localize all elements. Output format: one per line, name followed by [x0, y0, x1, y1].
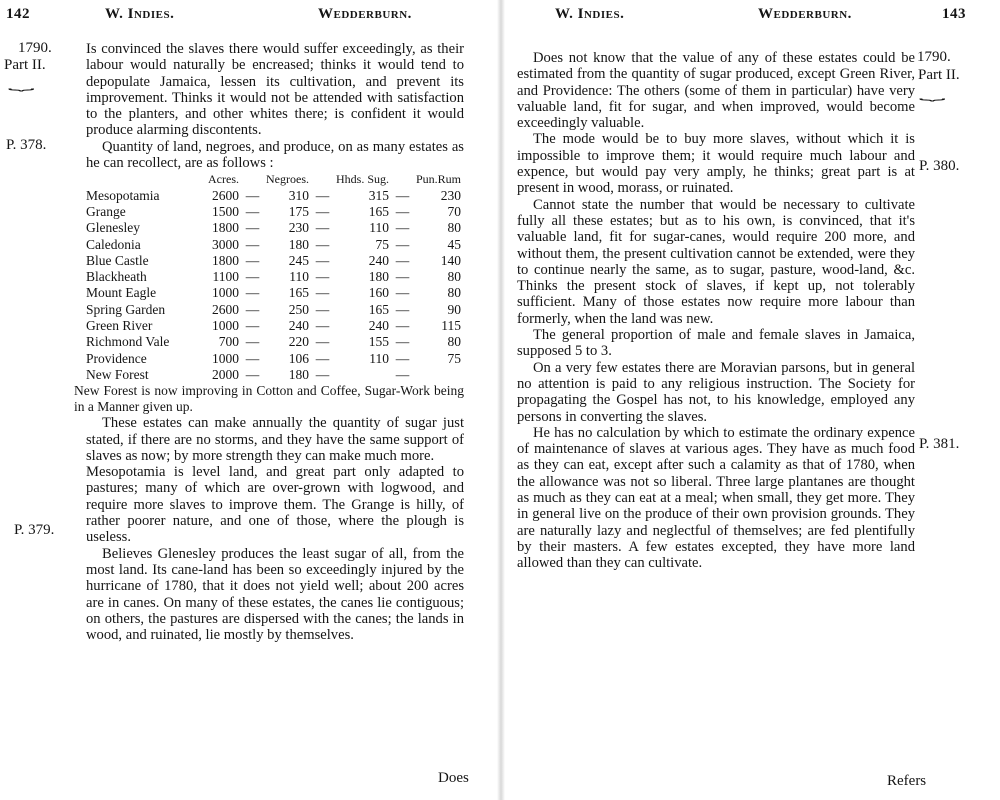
table-row — [86, 269, 461, 285]
estates-table-body — [86, 188, 461, 384]
estate-sugar-cell: 240 — [368, 252, 389, 268]
right-margin-brace-icon: ⏟ — [919, 86, 943, 101]
left-page-body — [74, 41, 464, 644]
estate-name: Glenesley — [86, 220, 140, 236]
estate-negroes-cell: 250 — [288, 301, 309, 317]
left-margin-year: 1790. — [18, 40, 52, 56]
right-margin-ref-380: P. 380. — [919, 158, 960, 174]
estate-rum-cell: 80 — [447, 285, 462, 301]
estate-sugar-cell: 180 — [368, 269, 389, 285]
left-margin-ref-378: P. 378. — [6, 137, 47, 153]
right-section-header: W. Indies. — [555, 6, 625, 22]
estate-name: Green River — [86, 318, 153, 334]
estate-rum-cell: 115 — [441, 318, 462, 334]
left-paragraph-2: Quantity of land, negroes, and produce, on as many estates as he can recollect, are as follows : — [86, 138, 464, 172]
estate-acres-cell: 1000 — [212, 350, 239, 366]
table-note: New Forest is now improving in Cotton and Coffee, Sugar-Work being in a Manner given up. — [74, 383, 464, 415]
estate-acres-cell: 1800 — [212, 252, 239, 268]
estate-sugar-cell: 75 — [375, 236, 389, 252]
estate-name: Mount Eagle — [86, 285, 157, 301]
left-paragraph-1: Is convinced the slaves there would suffer exceedingly, as their labour would naturally be encreased; thinks it would tend to depopulate Jamaica, lessen its cultivation, and prevent its improvement. Thinks it would not be attended with satisfaction to the planters, and other whites there; is confident it would produce alarming discontents. — [86, 41, 464, 139]
estate-sugar-cell: 165 — [368, 203, 389, 219]
estate-negroes-cell: 245 — [288, 252, 309, 268]
leader-dash: — — [395, 187, 410, 203]
estate-sugar-cell: 165 — [368, 301, 389, 317]
header-hhds-sugar: Hhds. Sug. — [335, 172, 389, 187]
table-row — [86, 204, 461, 220]
right-margin-year: 1790. — [917, 49, 951, 65]
estate-negroes-cell: 165 — [288, 285, 309, 301]
leader-dash: — — [395, 366, 410, 382]
right-page-number: 143 — [942, 6, 966, 22]
leader-dash: — — [395, 236, 410, 252]
right-paragraph-2: The mode would be to buy more slaves, without which it is impossible to improve them; it would require much labour and expence, but would pay very amply, he thinks; great part is at present in wood, morass, or ruinated. — [517, 131, 915, 197]
estate-acres-cell: 700 — [218, 334, 239, 350]
estate-name: Blue Castle — [86, 252, 149, 268]
table-row — [86, 334, 461, 350]
leader-dash: — — [315, 285, 330, 301]
leader-dash: — — [245, 187, 260, 203]
left-margin-ref-379: P. 379. — [14, 522, 55, 538]
leader-dash: — — [245, 252, 260, 268]
leader-dash: — — [395, 285, 410, 301]
estate-name: Mesopotamia — [86, 187, 160, 203]
estate-rum-cell — [416, 367, 461, 383]
estate-sugar-cell: 155 — [368, 334, 389, 350]
leader-dash: — — [315, 301, 330, 317]
estate-acres-cell: 2600 — [212, 187, 239, 203]
estate-acres-cell: 1500 — [212, 203, 239, 219]
estate-acres-cell: 2600 — [212, 301, 239, 317]
table-row — [86, 351, 461, 367]
leader-dash: — — [315, 334, 330, 350]
estate-acres-cell: 2000 — [212, 366, 239, 382]
left-section-header: W. Indies. — [105, 6, 175, 22]
leader-dash: — — [395, 334, 410, 350]
left-margin-brace-icon: ⏟ — [8, 76, 32, 91]
estate-rum-cell: 90 — [447, 301, 462, 317]
table-row — [86, 237, 461, 253]
book-gutter — [497, 0, 505, 800]
estate-rum-cell: 75 — [447, 350, 462, 366]
estate-sugar-cell: 240 — [368, 318, 389, 334]
estate-name: Grange — [86, 203, 126, 219]
leader-dash: — — [395, 252, 410, 268]
estate-negroes-cell: 240 — [288, 318, 309, 334]
leader-dash: — — [245, 220, 260, 236]
estate-sugar-cell: 110 — [369, 220, 389, 236]
leader-dash: — — [245, 350, 260, 366]
leader-dash: — — [395, 301, 410, 317]
estate-sugar-cell: 160 — [368, 285, 389, 301]
header-acres: Acres. — [208, 172, 239, 187]
leader-dash: — — [245, 301, 260, 317]
estate-negroes-cell: 180 — [288, 236, 309, 252]
estate-acres-cell: 3000 — [212, 236, 239, 252]
leader-dash: — — [315, 350, 330, 366]
estate-name: Richmond Vale — [86, 334, 170, 350]
estate-negroes-cell: 175 — [288, 203, 309, 219]
estate-negroes-cell: 180 — [288, 366, 309, 382]
left-paragraph-4: Mesopotamia is level land, and great part only adapted to pastures; many of which are over-grown with logwood, and require more slaves to improve them. The Grange is hilly, of rather poorer nature, and one of those, where the plough is useless. — [86, 464, 464, 546]
leader-dash: — — [245, 285, 260, 301]
estate-negroes-cell: 310 — [288, 187, 309, 203]
left-catchword: Does — [438, 770, 469, 786]
estate-negroes-cell: 220 — [288, 334, 309, 350]
estate-rum-cell: 80 — [447, 334, 462, 350]
leader-dash: — — [315, 318, 330, 334]
estate-rum-cell: 230 — [440, 187, 462, 203]
estate-rum-cell: 80 — [447, 269, 462, 285]
estate-acres-cell: 1100 — [212, 269, 239, 285]
leader-dash: — — [395, 350, 410, 366]
right-paragraph-5: On a very few estates there are Moravian parsons, but in general no attention is paid to any religious instruction. The Society for propagating the Gospel has not, to his knowledge, employed any persons in converting the slaves. — [517, 359, 915, 425]
table-row — [86, 253, 461, 269]
leader-dash: — — [245, 203, 260, 219]
estate-rum-cell: 70 — [447, 203, 462, 219]
right-catchword: Refers — [887, 773, 927, 789]
leader-dash: — — [315, 236, 330, 252]
leader-dash: — — [315, 203, 330, 219]
right-margin-ref-381: P. 381. — [919, 436, 960, 452]
left-paragraph-5: Believes Glenesley produces the least sugar of all, from the most land. Its cane-land has been so exceedingly injured by the hurricane of 1780, that it does not yield well; about 200 acres are in canes. On many of these estates, the canes lie contiguous; on others, the pastures are dispersed with the canes; the lands in wood, and ruinated, lie mostly by themselves. — [86, 545, 464, 644]
leader-dash: — — [245, 366, 260, 382]
estate-negroes-cell: 230 — [288, 220, 309, 236]
left-witness-header: Wedderburn. — [318, 6, 412, 22]
estates-table — [86, 171, 461, 383]
right-paragraph-4: The general proportion of male and female slaves in Jamaica, supposed 5 to 3. — [517, 327, 915, 360]
right-margin-part: Part II. — [918, 67, 960, 83]
right-paragraph-6: He has no calculation by which to estimate the ordinary expence of maintenance of slaves at various ages. They have as much food as they can eat, except after such a calamity as that of 1780, when the allowance was not so liberal. Three large plantanes are thought as much as they can eat at a meal; when small, they get more. They in general live on the produce of their own provision grounds. They are naturally lazy and neglectful of themselves; are fed plentifully by their masters. A few estates excepted, they have more land allowed than they can cultivate. — [517, 424, 915, 572]
leader-dash: — — [395, 269, 410, 285]
leader-dash: — — [395, 203, 410, 219]
estate-acres-cell: 1000 — [212, 318, 239, 334]
table-row — [86, 302, 461, 318]
estate-rum-cell: 140 — [440, 252, 462, 268]
estate-rum-cell: 80 — [447, 220, 462, 236]
right-witness-header: Wedderburn. — [758, 6, 852, 22]
right-page — [505, 0, 1000, 800]
right-paragraph-1: Does not know that the value of any of these estates could be estimated from the quantity of sugar produced, except Green River, and Providence: The others (some of them in particular) have very valuable land, fit for sugar, and when improved, would become exceedingly valuable. — [517, 50, 915, 132]
left-page-number: 142 — [6, 6, 30, 22]
estate-sugar-cell: 110 — [369, 350, 389, 366]
table-row — [86, 220, 461, 236]
estate-name: Spring Garden — [86, 301, 166, 317]
estate-name: Blackheath — [86, 269, 147, 285]
right-paragraph-3: Cannot state the number that would be necessary to cultivate fully all these estates; but as to his own, is convinced, that it's valuable land, fit for sugar-canes, would require 200 more, and without them, the present cultivation cannot be extended, were they to continue nearly the same, as to sugar, pasture, wood-land, &c. Thinks the present stock of slaves, if kept up, not tolerably sufficient. Many of those estates now require more labour than formerly, when the land was new. — [517, 196, 915, 327]
estate-sugar-cell: 315 — [368, 187, 389, 203]
leader-dash: — — [315, 269, 330, 285]
right-page-body — [517, 50, 915, 572]
leader-dash: — — [315, 252, 330, 268]
table-row — [86, 285, 461, 301]
estate-acres-cell: 1000 — [212, 285, 239, 301]
header-pun-rum: Pun.Rum — [416, 172, 462, 187]
estate-negroes-cell: 106 — [288, 350, 309, 366]
estate-name: New Forest — [86, 366, 149, 382]
leader-dash: — — [395, 318, 410, 334]
leader-dash: — — [245, 334, 260, 350]
left-margin-part: Part II. — [4, 57, 46, 73]
estate-negroes-cell: 110 — [289, 269, 309, 285]
leader-dash: — — [315, 366, 330, 382]
estate-name: Caledonia — [86, 236, 141, 252]
table-row — [86, 188, 461, 204]
estate-rum-cell: 45 — [447, 236, 462, 252]
estate-name: Providence — [86, 350, 147, 366]
estate-acres-cell: 1800 — [212, 220, 239, 236]
estate-sugar-cell — [336, 367, 389, 383]
table-row — [86, 318, 461, 334]
estates-table-header-row — [86, 171, 461, 187]
leader-dash: — — [245, 236, 260, 252]
leader-dash: — — [395, 220, 410, 236]
leader-dash: — — [315, 220, 330, 236]
leader-dash: — — [315, 187, 330, 203]
leader-dash: — — [245, 318, 260, 334]
left-paragraph-3: These estates can make annually the quantity of sugar just stated, if there are no storms, and they have the same support of slaves as now; by more strength they can make much more. — [86, 415, 464, 464]
header-negroes: Negroes. — [266, 172, 309, 187]
table-row — [86, 367, 461, 383]
leader-dash: — — [245, 269, 260, 285]
